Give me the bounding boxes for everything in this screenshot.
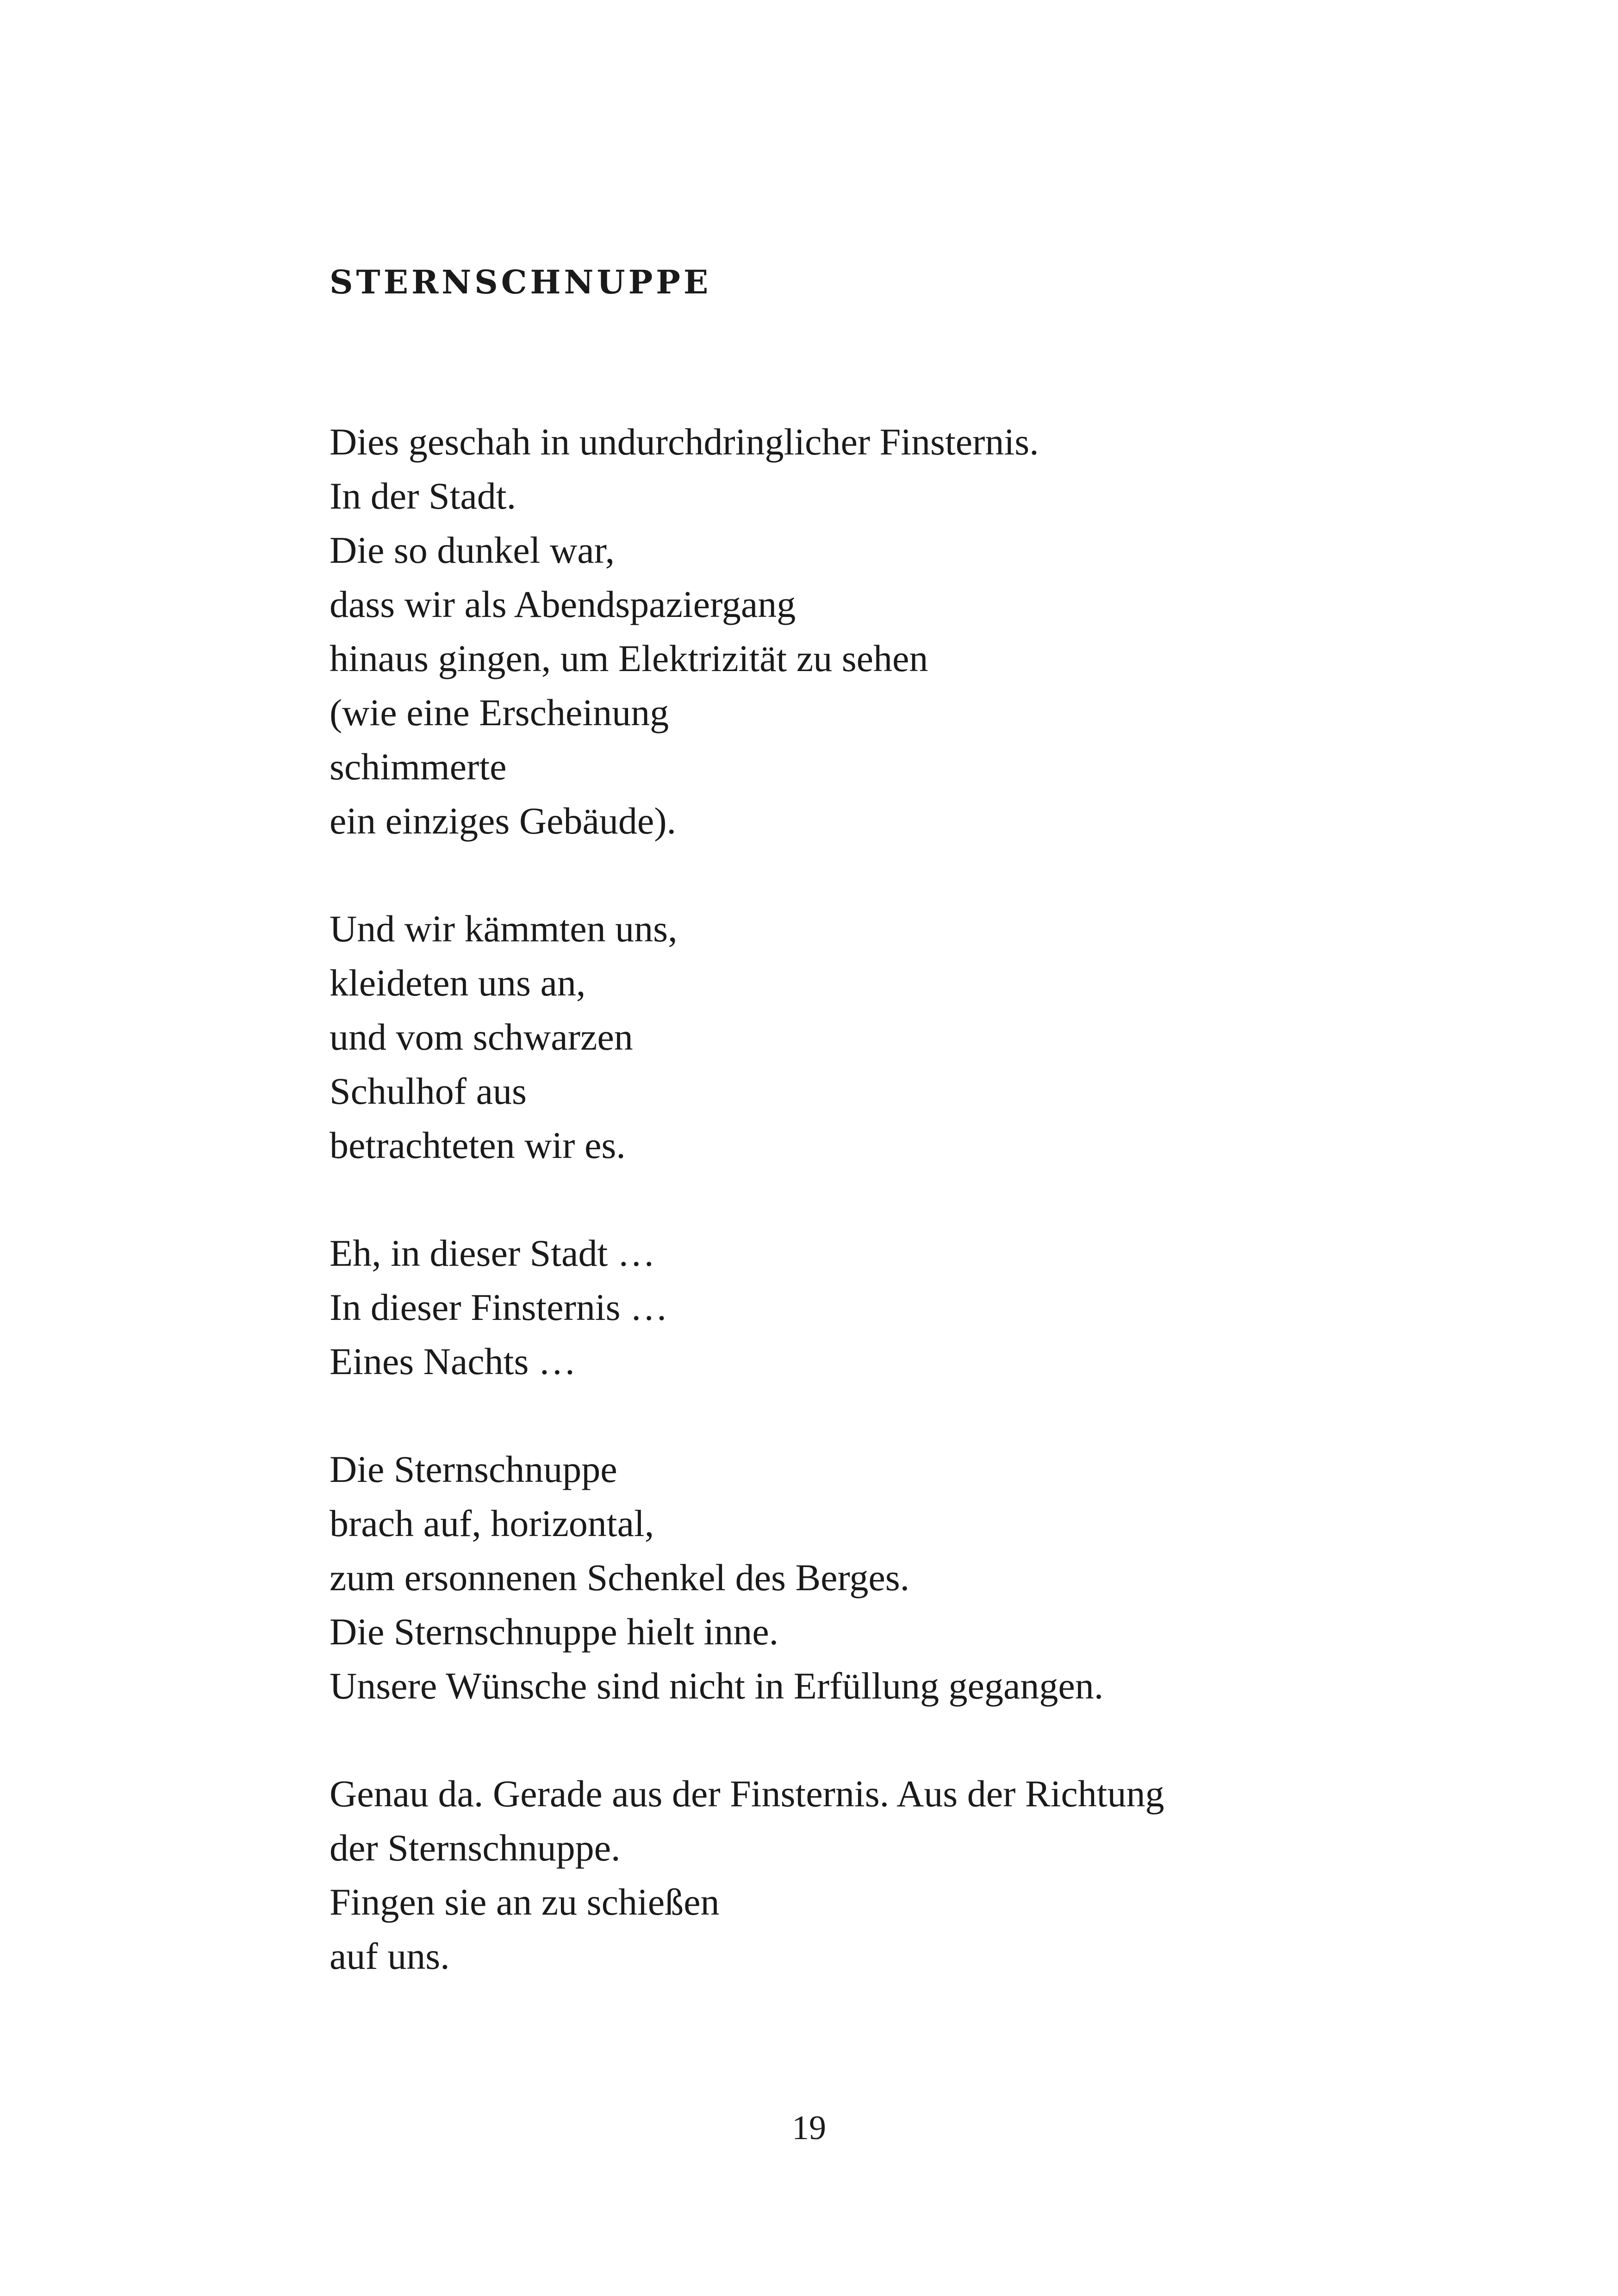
poem-line: Dies geschah in undurchdringlicher Finsternis. [330, 421, 1039, 463]
poem-line: Genau da. Gerade aus der Finsternis. Aus der Richtung [330, 1773, 1164, 1815]
poem-line: Die Sternschnuppe hielt inne. [330, 1611, 779, 1653]
poem-line: Eh, in dieser Stadt … [330, 1232, 655, 1274]
poem-title: STERNSCHNUPPE [330, 263, 712, 301]
poem-line: Eines Nachts … [330, 1340, 576, 1382]
poem-line: schimmerte [330, 746, 507, 788]
stanza [330, 1226, 1394, 1388]
stanza [330, 415, 1394, 848]
poem-line: (wie eine Erscheinung [330, 691, 669, 734]
poem-line: dass wir als Abendspaziergang [330, 583, 796, 625]
poem-body [330, 415, 1394, 2037]
poem-line: Die so dunkel war, [330, 529, 615, 571]
poem-line: ein einziges Gebäude). [330, 800, 677, 842]
poem-line: auf uns. [330, 1935, 450, 1977]
stanza [330, 902, 1394, 1172]
poem-line: Die Sternschnuppe [330, 1448, 617, 1490]
poem-line: und vom schwarzen [330, 1016, 633, 1058]
poem-line: Schulhof aus [330, 1070, 527, 1112]
poem-line: In dieser Finsternis … [330, 1286, 668, 1328]
poem-line: brach auf, horizontal, [330, 1502, 654, 1544]
stanza [330, 1767, 1394, 1983]
poem-line: Und wir kämmten uns, [330, 908, 678, 950]
poem-line: In der Stadt. [330, 475, 517, 517]
poem-line: zum ersonnenen Schenkel des Berges. [330, 1556, 910, 1599]
poem-line: betrachteten wir es. [330, 1124, 626, 1166]
poem-line: kleideten uns an, [330, 962, 586, 1004]
poem-line: hinaus gingen, um Elektrizität zu sehen [330, 637, 928, 679]
page-number: 19 [792, 2109, 826, 2147]
poem-line: Unsere Wünsche sind nicht in Erfüllung gegangen. [330, 1665, 1104, 1707]
poem-line: Fingen sie an zu schießen [330, 1881, 720, 1923]
stanza [330, 1442, 1394, 1713]
poem-line: der Sternschnuppe. [330, 1827, 621, 1869]
